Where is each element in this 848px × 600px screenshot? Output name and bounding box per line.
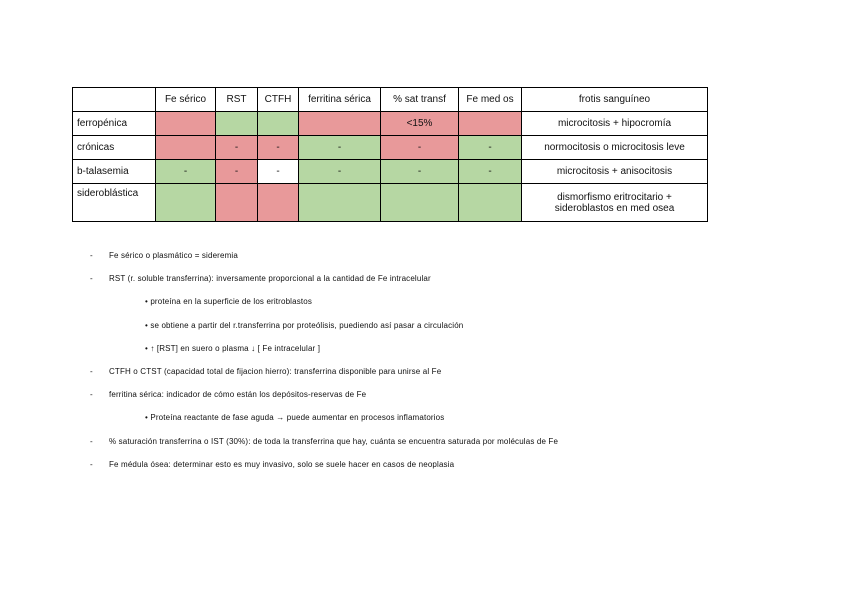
bullet-dash: - (90, 366, 93, 376)
note-text: proteína en la superficie de los eritroblastos (150, 297, 312, 307)
table-cell (156, 184, 216, 222)
table-cell: - (381, 136, 459, 160)
frotis-line: dismorfismo eritrocitario + (557, 191, 672, 203)
sub-note-item (90, 409, 558, 432)
row-label: b-talasemia (73, 160, 156, 184)
note-text: Proteína reactante de fase aguda → puede aumentar en procesos inflamatorios (150, 413, 445, 423)
note-text: RST (r. soluble transferrina): inversamente proporcional a la cantidad de Fe intracelular (109, 274, 431, 284)
table-header-row (73, 88, 708, 112)
header-cell: Fe med os (459, 88, 522, 112)
table-row (73, 112, 708, 136)
table-row (73, 160, 708, 184)
anemia-comparison-table (72, 87, 708, 222)
frotis-cell: microcitosis + hipocromía (522, 112, 708, 136)
table-row (73, 184, 708, 222)
table-cell: <15% (381, 112, 459, 136)
table-cell: - (299, 136, 381, 160)
bullet-dot: • (145, 297, 148, 307)
bullet-dash: - (90, 436, 93, 446)
note-text: ↑ [RST] en suero o plasma ↓ [ Fe intracelular ] (150, 343, 321, 353)
table-cell: - (299, 160, 381, 184)
table-cell: - (459, 160, 522, 184)
table-cell (216, 112, 258, 136)
header-cell: % sat transf (381, 88, 459, 112)
table-row (73, 136, 708, 160)
table-cell (299, 184, 381, 222)
note-item (90, 270, 558, 293)
bullet-dot: • (145, 343, 148, 353)
table-cell (459, 184, 522, 222)
table-cell: - (156, 160, 216, 184)
row-label: sideroblástica (73, 184, 156, 222)
bullet-dash: - (90, 459, 93, 469)
frotis-cell: normocitosis o microcitosis leve (522, 136, 708, 160)
bullet-dot: • (145, 320, 148, 330)
frotis-cell: microcitosis + anisocitosis (522, 160, 708, 184)
header-cell: CTFH (258, 88, 299, 112)
note-text: CTFH o CTST (capacidad total de fijacion hierro): transferrina disponible para unirse al Fe (109, 366, 442, 376)
header-cell: frotis sanguíneo (522, 88, 708, 112)
note-item (90, 456, 558, 479)
note-item (90, 247, 558, 270)
table-cell: - (216, 136, 258, 160)
table-cell (216, 184, 258, 222)
table-cell (258, 112, 299, 136)
table-cell (381, 184, 459, 222)
frotis-cell (522, 184, 708, 222)
table-cell (299, 112, 381, 136)
bullet-dash: - (90, 251, 93, 260)
table-cell: - (381, 160, 459, 184)
row-label: ferropénica (73, 112, 156, 136)
note-text: % saturación transferrina o IST (30%): de toda la transferrina que hay, cuánta se encuentra saturada por moléculas de Fe (109, 436, 559, 446)
note-text: ferritina sérica: indicador de cómo están los depósitos-reservas de Fe (109, 390, 367, 400)
note-text: Fe médula ósea: determinar esto es muy invasivo, solo se suele hacer en casos de neoplasia (109, 459, 455, 469)
sub-note-item (90, 293, 558, 316)
table-cell (156, 136, 216, 160)
table-cell: - (459, 136, 522, 160)
note-item (90, 386, 558, 409)
bullet-dot: • (145, 413, 148, 423)
note-text: Fe sérico o plasmático = sideremia (109, 251, 238, 260)
table-cell: - (216, 160, 258, 184)
header-cell: ferritina sérica (299, 88, 381, 112)
header-cell: RST (216, 88, 258, 112)
notes-list (90, 247, 558, 479)
table-cell (156, 112, 216, 136)
header-cell: Fe sérico (156, 88, 216, 112)
table-cell: - (258, 160, 299, 184)
header-cell (73, 88, 156, 112)
bullet-dash: - (90, 274, 93, 284)
bullet-dash: - (90, 390, 93, 400)
note-item (90, 433, 558, 456)
frotis-line: sideroblastos en med osea (554, 202, 675, 214)
note-text: se obtiene a partir del r.transferrina por proteólisis, puediendo así pasar a circulación (150, 320, 464, 330)
table-cell (258, 184, 299, 222)
sub-note-item (90, 317, 558, 340)
sub-note-item (90, 340, 558, 363)
row-label: crónicas (73, 136, 156, 160)
note-item (90, 363, 558, 386)
table-cell: - (258, 136, 299, 160)
table-cell (459, 112, 522, 136)
